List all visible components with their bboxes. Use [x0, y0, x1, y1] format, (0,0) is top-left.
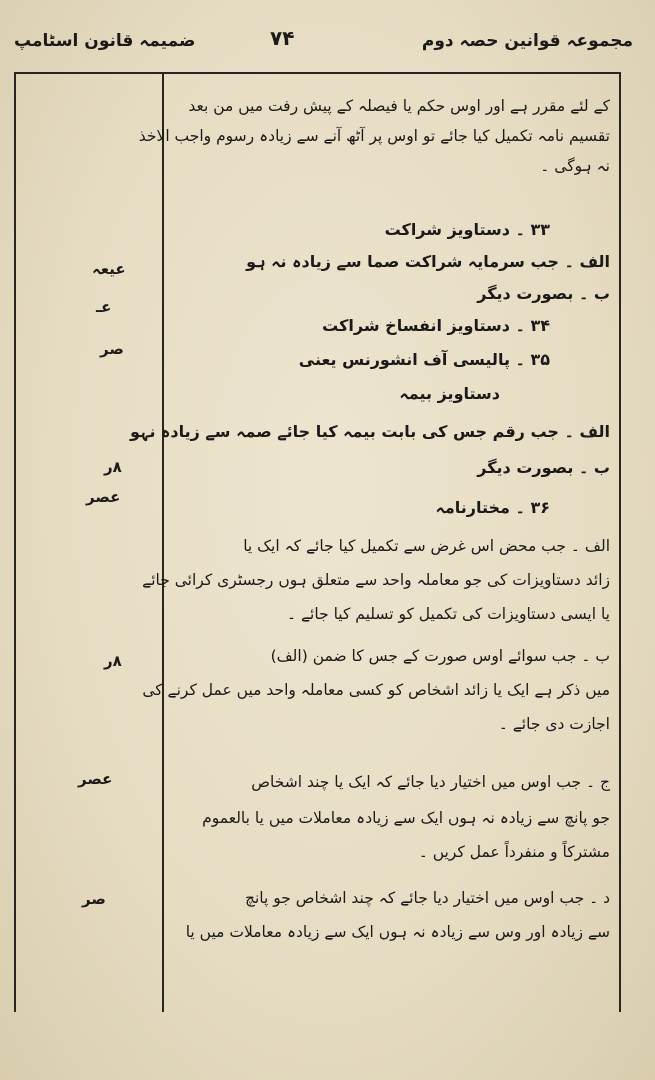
text-line: کے لئے مقرر ہے اور اوس حکم یا فیصلہ کے پیش رفت میں من بعد	[188, 97, 610, 115]
header-book-title: مجموعہ قوانین حصہ دوم	[421, 31, 633, 51]
article-35-clause-b: ب ۔ بصورت دیگر	[477, 458, 610, 477]
text-line: تقسیم نامہ تکمیل کیا جائے تو اوس پر آٹھ آنے سے زیادہ رسوم واجب الاخذ	[138, 127, 610, 145]
article-35-clause-a: الف ۔ جب رقم جس کی بابت بیمہ کیا جائے صمہ سے زیادہ نہو	[130, 422, 610, 441]
table-left-rule	[14, 72, 16, 1012]
article-36-clause-b: ب ۔ جب سوائے اوس صورت کے جس کا ضمن (الف)	[270, 647, 610, 665]
text-line: نہ ہوگی ۔	[540, 157, 610, 175]
article-34-heading: ۳۴ ۔ دستاویز انفساخ شراکت	[322, 316, 550, 335]
table-right-rule	[619, 72, 621, 1012]
article-36-clause-b-line: میں ذکر ہے ایک یا زائد اشخاص کو کسی معاملہ واحد میں عمل کرنے کی	[142, 681, 610, 699]
duty-rate: صر	[100, 340, 124, 358]
article-36-clause-c-line: مشترکاً و منفرداً عمل کریں ۔	[418, 843, 610, 861]
article-36-clause-a: الف ۔ جب محض اس غرض سے تکمیل کیا جائے کہ ایک یا	[243, 537, 610, 555]
article-33-clause-a: الف ۔ جب سرمایہ شراکت صما سے زیادہ نہ ہو	[246, 252, 610, 271]
duty-rate: صر	[82, 890, 106, 908]
article-36-clause-a-line: زائد دستاویزات کی جو معاملہ واحد سے متعلق ہوں رجسٹری کرائی جائے	[142, 571, 610, 589]
page-header	[0, 24, 655, 64]
duty-rate: عـ	[96, 298, 112, 316]
article-35-subheading: دستاویز بیمہ	[399, 384, 500, 403]
duty-rate: ۸ر	[104, 458, 122, 476]
duty-rate: ۸ر	[104, 652, 122, 670]
article-36-clause-c-line: جو پانچ سے زیادہ نہ ہوں ایک سے زیادہ معاملات میں یا بالعموم	[202, 809, 610, 827]
duty-rate: عصر	[78, 770, 113, 788]
article-36-heading: ۳۶ ۔ مختارنامہ	[435, 498, 550, 517]
article-36-clause-c: ج ۔ جب اوس میں اختیار دیا جائے کہ ایک یا چند اشخاص	[251, 773, 610, 791]
article-33-heading: ۳۳ ۔ دستاویز شراکت	[384, 220, 550, 239]
article-33-clause-b: ب ۔ بصورت دیگر	[477, 284, 610, 303]
header-appendix-title: ضمیمہ قانون اسٹامپ	[14, 31, 196, 51]
article-36-clause-b-line: اجازت دی جائے ۔	[498, 715, 610, 733]
article-36-clause-d-line: سے زیادہ اور وس سے زیادہ نہ ہوں ایک سے زیادہ معاملات میں یا	[185, 923, 610, 941]
duty-rate: عیعہ	[92, 260, 126, 278]
page-number: ۷۴	[270, 26, 295, 50]
article-36-clause-a-line: یا ایسی دستاویزات کی تکمیل کو تسلیم کیا جائے ۔	[286, 605, 610, 623]
duty-rate: عصر	[86, 488, 121, 506]
article-36-clause-d: د ۔ جب اوس میں اختیار دیا جائے کہ چند اشخاص جو پانچ	[244, 889, 610, 907]
table-top-rule	[14, 72, 620, 74]
table-column-divider	[162, 72, 164, 1012]
article-35-heading: ۳۵ ۔ پالیسی آف انشورنس یعنی	[298, 350, 550, 369]
